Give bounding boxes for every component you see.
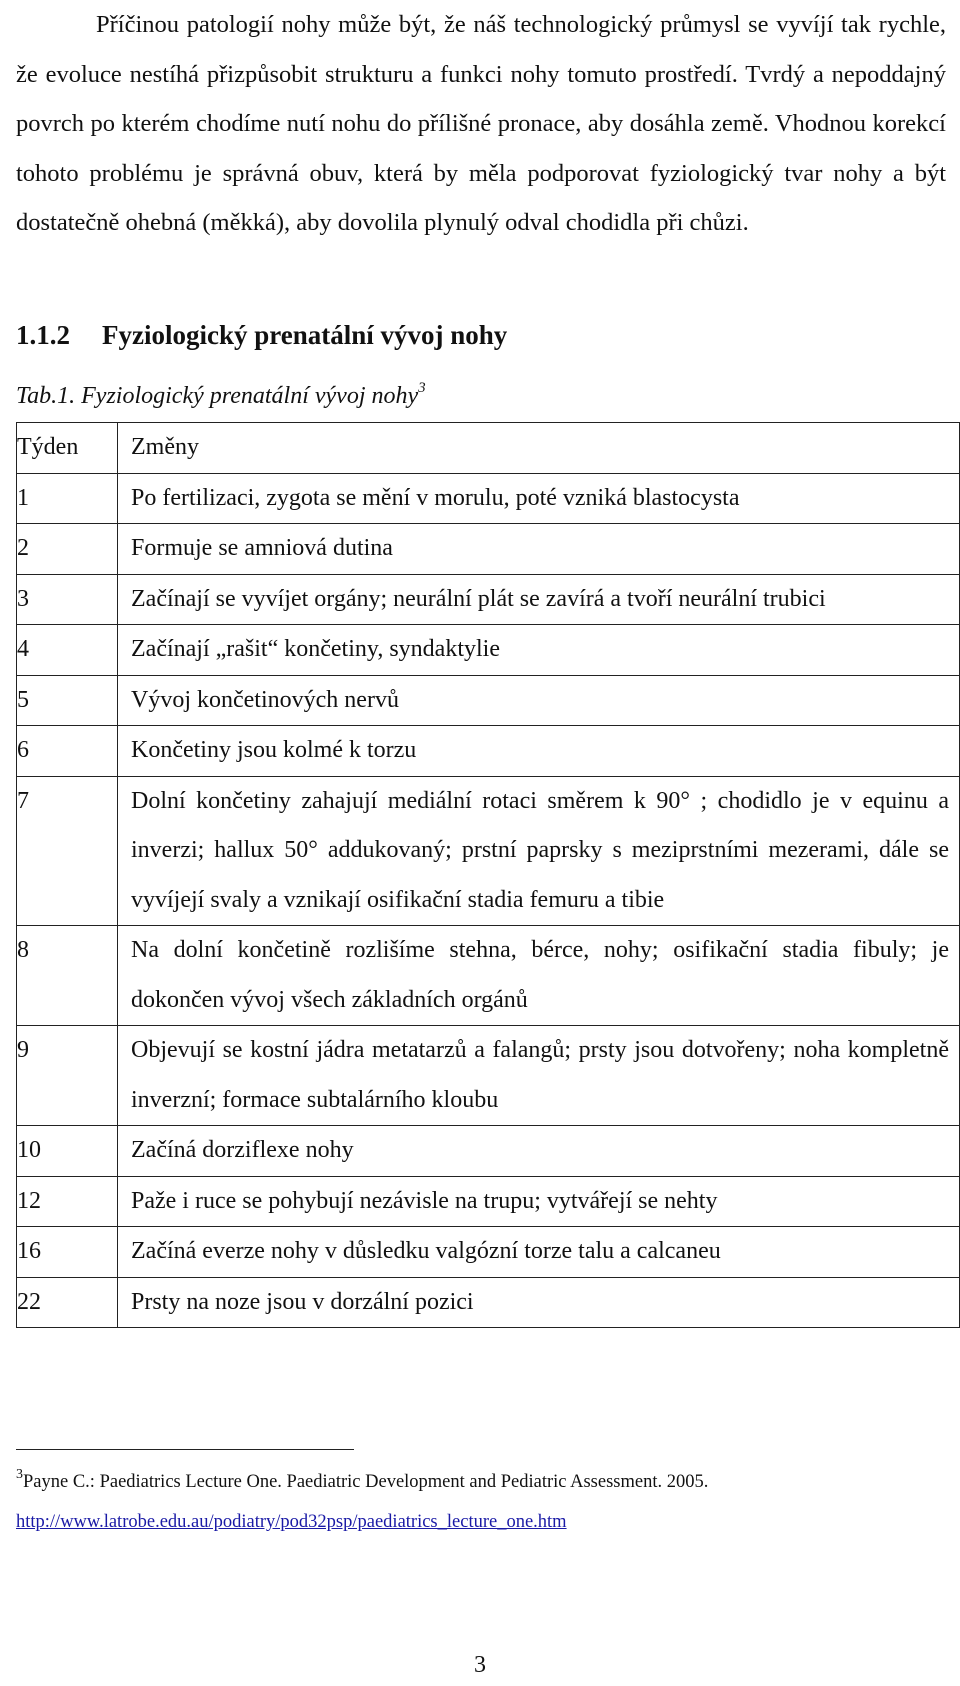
table-header-row	[17, 423, 960, 474]
section-heading	[16, 315, 507, 355]
changes-cell: Začíná everze nohy v důsledku valgózní torze talu a calcaneu	[118, 1227, 960, 1278]
table-row	[17, 1026, 960, 1126]
intro-paragraph: Příčinou patologií nohy může být, že náš technologický průmysl se vyvíjí tak rychle, že evoluce nestíhá přizpůsobit strukturu a funkci nohy tomuto prostředí. Tvrdý a nepoddajný povrch po kterém chodíme nutí nohu do přílišné pronace, aby dosáhla země. Vhodnou korekcí tohoto problému je správná obuv, která by měla podporovat fyziologický tvar nohy a být dostatečně ohebná (měkká), aby dovolila plynulý odval chodidla při chůzi.	[16, 11, 946, 236]
table-row	[17, 776, 960, 926]
footnote-citation: Payne C.: Paediatrics Lecture One. Paediatric Development and Pediatric Assessment. 2005.	[23, 1472, 709, 1492]
footnote-marker: 3	[16, 1467, 23, 1482]
changes-cell: Prsty na noze jsou v dorzální pozici	[118, 1277, 960, 1328]
footnote-divider	[16, 1449, 354, 1450]
table-row	[17, 926, 960, 1026]
development-table	[16, 422, 960, 1328]
changes-cell: Na dolní končetině rozlišíme stehna, bérce, nohy; osifikační stadia fibuly; je dokončen vývoj všech základních orgánů	[118, 926, 960, 1026]
changes-cell: Formuje se amniová dutina	[118, 524, 960, 575]
footnote-text	[16, 1462, 956, 1502]
changes-cell: Vývoj končetinových nervů	[118, 675, 960, 726]
week-cell: 6	[17, 726, 118, 777]
week-cell: 5	[17, 675, 118, 726]
week-cell: 7	[17, 776, 118, 926]
week-cell: 9	[17, 1026, 118, 1126]
week-cell: 8	[17, 926, 118, 1026]
table-row	[17, 1227, 960, 1278]
table-row	[17, 726, 960, 777]
changes-cell: Začínají „rašit“ končetiny, syndaktylie	[118, 625, 960, 676]
changes-cell: Po fertilizaci, zygota se mění v morulu, poté vzniká blastocysta	[118, 473, 960, 524]
table-row	[17, 625, 960, 676]
footnote-link[interactable]: http://www.latrobe.edu.au/podiatry/pod32psp/paediatrics_lecture_one.htm	[16, 1512, 567, 1532]
table-caption-text: Tab.1. Fyziologický prenatální vývoj nohy	[16, 383, 419, 409]
section-title: Fyziologický prenatální vývoj nohy	[102, 320, 508, 350]
changes-cell: Dolní končetiny zahajují mediální rotaci směrem k 90° ; chodidlo je v equinu a inverzi; hallux 50° addukovaný; prstní paprsky s meziprstními mezerami, dále se vyvíjejí svaly a vznikají osifikační stadia femuru a tibie	[118, 776, 960, 926]
table-row	[17, 1277, 960, 1328]
header-changes: Změny	[118, 423, 960, 474]
week-cell: 2	[17, 524, 118, 575]
page-number: 3	[474, 1652, 486, 1678]
footnote	[16, 1462, 956, 1542]
table-caption	[16, 378, 426, 414]
changes-cell: Paže i ruce se pohybují nezávisle na trupu; vytvářejí se nehty	[118, 1176, 960, 1227]
table-row	[17, 524, 960, 575]
table-row	[17, 675, 960, 726]
week-cell: 12	[17, 1176, 118, 1227]
week-cell: 10	[17, 1126, 118, 1177]
changes-cell: Objevují se kostní jádra metatarzů a falangů; prsty jsou dotvořeny; noha kompletně inverzní; formace subtalárního kloubu	[118, 1026, 960, 1126]
week-cell: 4	[17, 625, 118, 676]
changes-cell: Začíná dorziflexe nohy	[118, 1126, 960, 1177]
section-number: 1.1.2	[16, 320, 70, 350]
footnote-reference[interactable]: 3	[418, 380, 426, 396]
table-row	[17, 1176, 960, 1227]
table-row	[17, 473, 960, 524]
week-cell: 1	[17, 473, 118, 524]
week-cell: 22	[17, 1277, 118, 1328]
week-cell: 16	[17, 1227, 118, 1278]
header-week: Týden	[17, 423, 118, 474]
changes-cell: Začínají se vyvíjet orgány; neurální plát se zavírá a tvoří neurální trubici	[118, 574, 960, 625]
table-row	[17, 1126, 960, 1177]
table-row	[17, 574, 960, 625]
changes-cell: Končetiny jsou kolmé k torzu	[118, 726, 960, 777]
week-cell: 3	[17, 574, 118, 625]
